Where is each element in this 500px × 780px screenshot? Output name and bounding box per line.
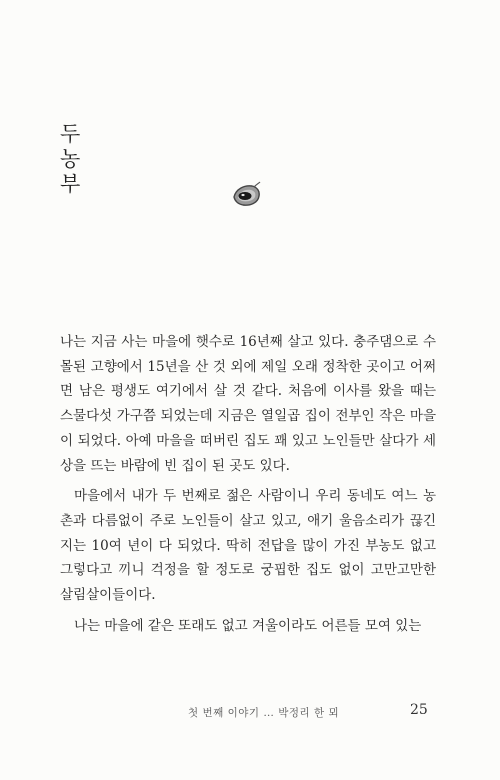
fish-eye-ornament-icon (230, 178, 264, 212)
paragraph: 나는 마을에 같은 또래도 없고 겨울이라도 어른들 모여 있는 (74, 617, 422, 634)
body-text (60, 330, 436, 638)
chapter-title-char: 두 (60, 122, 81, 146)
chapter-title-char: 부 (60, 172, 81, 196)
running-footer-title: 첫 번째 이야기 … 박정리 한 뫼 (188, 707, 340, 719)
paragraph: 나는 지금 사는 마을에 햇수로 16년째 살고 있다. 충주댐으로 수몰된 고향에서 15년을 산 것 외에 제일 오래 정착한 곳이고 어쩌면 남은 평생도 여기에서 살 것 같다. 처음에 이사를 왔을 때는 스물다섯 가구쯤 되었는데 지금은 열일곱 집이 전부인 작은 마을이 되었다. 아예 마을을 떠버린 집도 꽤 있고 노인들만 살다가 세상을 뜨는 바람에 빈 집이 된 곳도 있다. (60, 334, 436, 474)
chapter-title-char: 농 (60, 147, 81, 171)
chapter-title (60, 122, 80, 197)
paragraph: 마을에서 내가 두 번째로 젊은 사람이니 우리 동네도 여느 농촌과 다름없이 주로 노인들이 살고 있고, 애기 울음소리가 끊긴 지는 10여 년이 다 되었다. 딱히 전답을 많이 가진 부농도 없고 그렇다고 끼니 걱정을 할 정도로 궁핍한 집도 없이 고만고만한 살림살이들이다. (60, 488, 436, 604)
page-number: 25 (410, 702, 428, 718)
